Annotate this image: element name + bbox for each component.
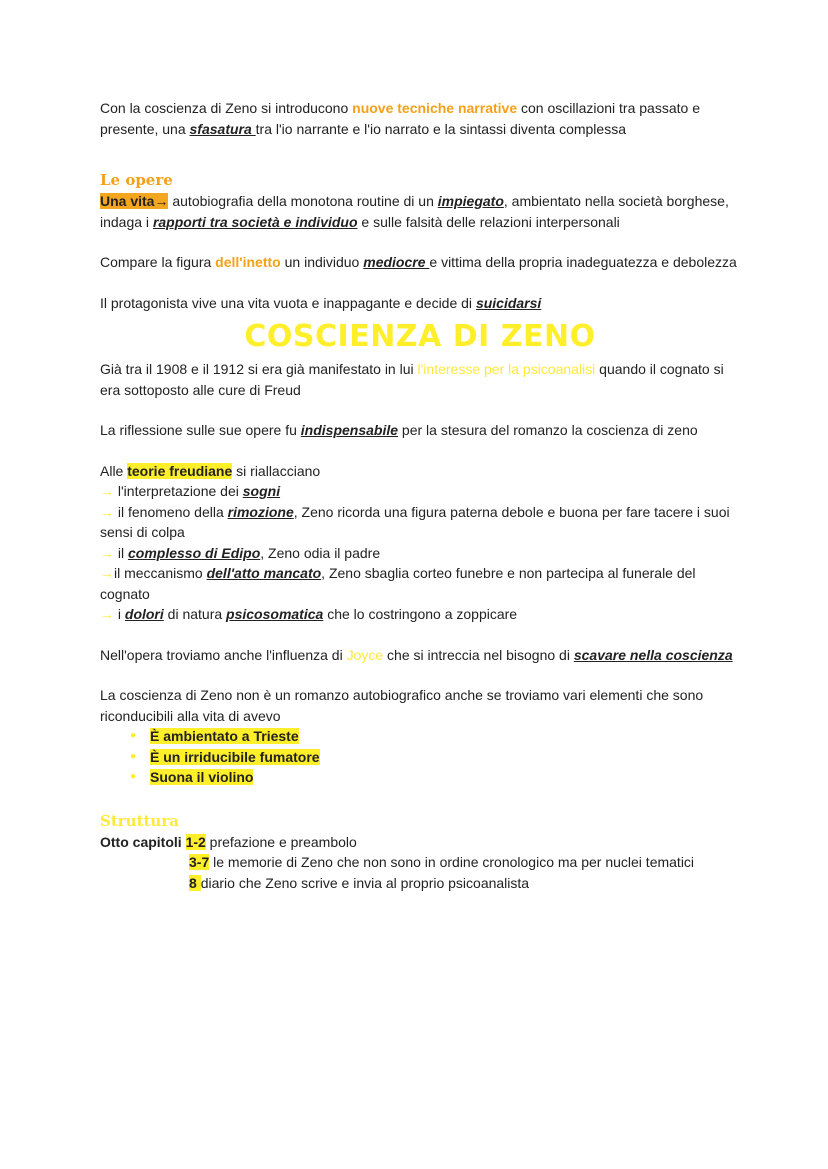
text: quando il cognato si era sottoposto alle cure di Freud: [100, 361, 724, 398]
highlight-text: Joyce: [346, 646, 384, 663]
highlight-text: l'interesse per la psicoanalisi: [417, 361, 596, 377]
list-item-dolori: [100, 604, 740, 625]
highlight-text: È un irriducibile fumatore: [150, 748, 320, 765]
highlight-text: nuove tecniche narrative: [352, 100, 518, 116]
paragraph-riflessione: [100, 420, 740, 441]
emphasis-text: rapporti tra società e individuo: [152, 213, 358, 230]
struttura-label: Otto capitoli: [100, 833, 186, 850]
intro-paragraph: [100, 98, 740, 139]
paragraph-protagonista: [100, 293, 740, 314]
emphasis-text: scavare nella coscienza: [573, 646, 733, 663]
text: l'interpretazione dei: [114, 483, 243, 499]
list-item: [130, 726, 740, 747]
text: Compare la figura: [100, 254, 216, 270]
text: Nell'opera troviamo anche l'influenza di: [100, 646, 347, 663]
text: che si intreccia nel bisogno di: [383, 646, 574, 663]
text: i: [114, 606, 125, 622]
list-item-rimozione: [100, 502, 740, 543]
text: Già tra il 1908 e il 1912 si era già manifestato in lui: [100, 361, 418, 377]
highlight-text: teorie freudiane: [127, 462, 233, 479]
text: Il protagonista vive una vita vuota e inappagante e decide di: [100, 294, 476, 311]
arrow-icon: →: [100, 503, 114, 520]
emphasis-text: impiegato: [437, 193, 504, 209]
paragraph-psicoanalisi: [100, 359, 740, 400]
arrow-icon: →: [100, 565, 114, 581]
text: autobiografia della monotona routine di un: [168, 193, 438, 209]
text: diario che Zeno scrive e invia al proprio psicoanalista: [200, 874, 530, 891]
list-item: [130, 767, 740, 788]
text: , Zeno odia il padre: [260, 544, 381, 561]
heading-le-opere: Le opere: [100, 171, 173, 189]
text: Una vita: [100, 193, 155, 209]
highlight-text: dell'inetto: [215, 254, 281, 270]
document-page: [100, 98, 740, 893]
struttura-row-2: [100, 852, 740, 873]
arrow-icon: →: [100, 606, 114, 622]
text: che lo costringono a zoppicare: [323, 606, 518, 622]
arrow-icon: →: [100, 483, 114, 499]
emphasis-text: dell'atto mancato: [206, 565, 322, 581]
paragraph-teorie: [100, 461, 740, 482]
arrow-icon: →: [154, 193, 169, 209]
highlight-una-vita: [100, 193, 168, 209]
chapter-number: 3-7: [189, 854, 210, 870]
paragraph-joyce: [100, 645, 740, 666]
text: , Zeno ricorda una figura paterna debole e buona per fare tacere i suoi sensi di colpa: [100, 503, 730, 540]
list-item: [130, 747, 740, 768]
text: e sulle falsità delle relazioni interpersonali: [357, 213, 620, 230]
emphasis-text: rimozione: [227, 503, 294, 520]
heading-struttura: Struttura: [100, 811, 179, 830]
list-item-atto-mancato: [100, 563, 740, 604]
text: tra l'io narrante e l'io narrato e la sintassi diventa complessa: [255, 120, 626, 137]
highlight-text: È ambientato a Trieste: [150, 728, 299, 744]
text: per la stesura del romanzo la coscienza di zeno: [398, 422, 698, 438]
list-item-edipo: [100, 543, 740, 564]
text: il: [114, 544, 128, 561]
text: e vittima della propria inadeguatezza e debolezza: [429, 254, 737, 270]
paragraph-autobiografico: La coscienza di Zeno non è un romanzo autobiografico anche se troviamo vari elementi che sono riconducibili alla vita di avevo: [100, 687, 704, 724]
paragraph-una-vita: [100, 191, 740, 232]
title-coscienza-di-zeno: COSCIENZA DI ZENO: [244, 319, 596, 354]
emphasis-text: dolori: [124, 606, 164, 622]
text: il meccanismo: [114, 565, 207, 581]
text: un individuo: [280, 254, 364, 270]
struttura-row-3: [100, 873, 740, 894]
text: di natura: [163, 606, 227, 622]
text: prefazione e preambolo: [205, 833, 357, 850]
paragraph-inetto: [100, 252, 740, 273]
emphasis-text: suicidarsi: [475, 294, 542, 311]
text: Alle: [100, 462, 128, 479]
emphasis-text: complesso di Edipo: [128, 544, 261, 561]
text: , Zeno sbaglia corteo funebre e non partecipa al funerale del cognato: [100, 565, 696, 602]
emphasis-text: sfasatura: [189, 120, 256, 137]
highlight-text: Suona il violino: [150, 769, 254, 785]
text: le memorie di Zeno che non sono in ordine cronologico ma per nuclei tematici: [209, 854, 695, 870]
text: il fenomeno della: [114, 503, 228, 520]
emphasis-text: sogni: [242, 483, 281, 499]
chapter-number: 1-2: [185, 833, 206, 850]
text: , ambientato nella società borghese, indaga i: [100, 193, 729, 230]
emphasis-text: indispensabile: [300, 422, 399, 438]
emphasis-text: mediocre: [363, 254, 430, 270]
bullet-list: [100, 726, 740, 788]
emphasis-text: psicosomatica: [226, 606, 324, 622]
chapter-number: 8: [189, 874, 201, 891]
text: Con la coscienza di Zeno si introducono: [100, 100, 353, 116]
struttura-row-1: [100, 832, 740, 853]
text: con oscillazioni tra passato e presente, una: [100, 100, 700, 137]
arrow-icon: →: [100, 544, 114, 561]
text: si riallacciano: [232, 462, 321, 479]
text: La riflessione sulle sue opere fu: [100, 422, 301, 438]
list-item-sogni: [100, 481, 740, 502]
